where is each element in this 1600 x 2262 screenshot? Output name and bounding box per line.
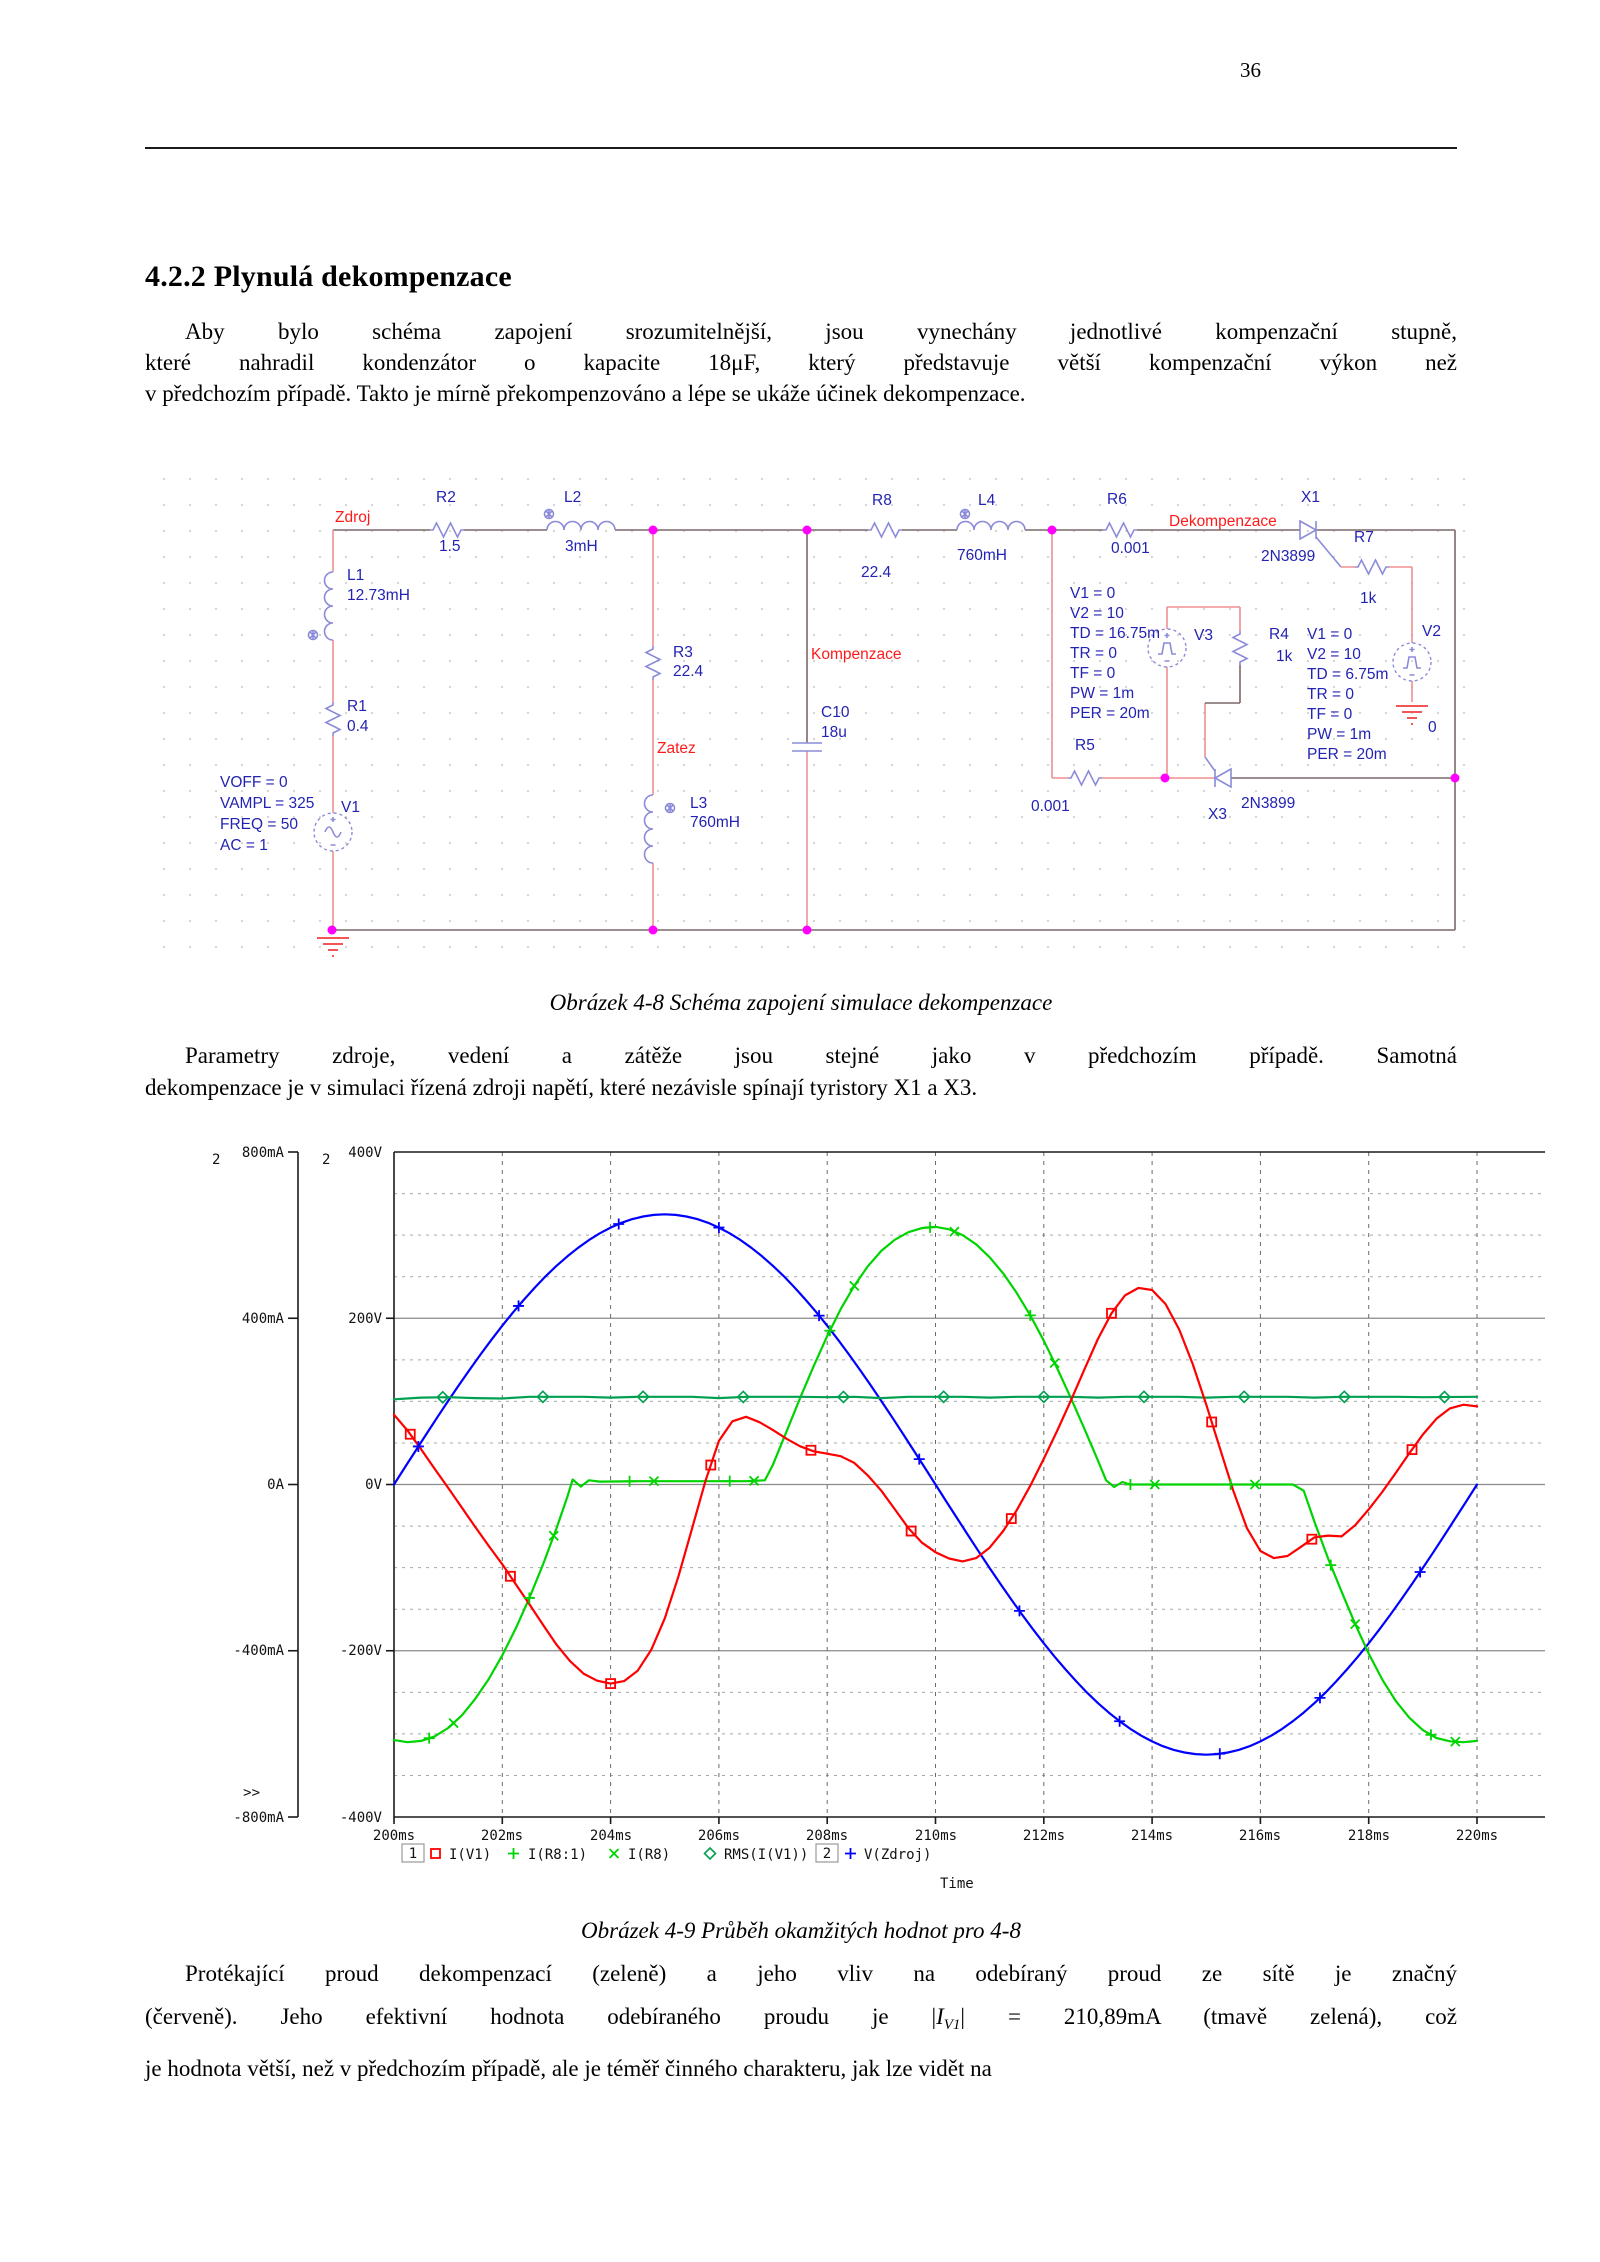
legend-plus-icon	[845, 1848, 856, 1859]
chart-frame	[288, 1152, 1545, 1824]
r2-name: R2	[436, 489, 456, 506]
y2-tick: 200V	[348, 1311, 382, 1327]
inductor-dot-icon	[961, 510, 970, 519]
ground-label: 0	[1428, 719, 1437, 736]
v2-param: V1 = 0	[1307, 626, 1353, 643]
v2-param: PW = 1m	[1307, 726, 1372, 743]
y2-tick: -200V	[339, 1643, 382, 1659]
r8-name: R8	[872, 492, 892, 509]
resistor-r8	[868, 523, 902, 537]
y1-tick: -400mA	[233, 1643, 284, 1659]
header-rule	[145, 147, 1457, 149]
r4-name: R4	[1269, 626, 1289, 643]
paragraph-line	[145, 1995, 1457, 2047]
x-tick: 212ms	[1022, 1828, 1066, 1844]
r3-name: R3	[673, 644, 693, 661]
v3-param: PW = 1m	[1070, 685, 1135, 702]
inductor-l3	[645, 795, 654, 863]
net-label-dekompenzace: Dekompenzace	[1169, 513, 1277, 530]
v3-param: V2 = 10	[1070, 605, 1124, 622]
v2-param: TR = 0	[1307, 686, 1354, 703]
text-run: | = 210,89mA (tmavě zelená), což	[960, 2004, 1458, 2029]
c10-name: C10	[821, 704, 850, 721]
x-tick: 206ms	[697, 1828, 741, 1844]
v1-param: FREQ = 50	[220, 816, 298, 833]
paragraph-line: v předchozím případě. Takto je mírně překompenzováno a lépe se ukáže účinek dekompenzace.	[145, 381, 1026, 406]
chart-svg	[140, 1140, 1560, 1912]
v3-param: V1 = 0	[1070, 585, 1116, 602]
legend-axis-group: 1	[408, 1846, 418, 1862]
v1-param: VAMPL = 325	[220, 795, 315, 812]
y1-tick: -800mA	[233, 1810, 284, 1826]
x3-model: 2N3899	[1241, 795, 1296, 812]
r2-value: 1.5	[439, 538, 461, 555]
resistor-r6	[1103, 523, 1137, 537]
waveform-plot	[140, 1140, 1560, 1912]
math-subscript: V1	[943, 2017, 961, 2033]
v2-name: V2	[1422, 623, 1441, 640]
legend-axis-group: 2	[822, 1846, 832, 1862]
x-tick: 210ms	[914, 1828, 958, 1844]
x-tick: 208ms	[805, 1828, 849, 1844]
text-run: (červeně). Jeho efektivní hodnota odebíraného proudu je |	[145, 2004, 937, 2029]
x-tick: 216ms	[1238, 1828, 1282, 1844]
axis-number-current: 2	[212, 1152, 221, 1168]
r6-name: R6	[1107, 491, 1127, 508]
v3-param: TD = 16.75m	[1070, 625, 1161, 642]
x-tick: 204ms	[589, 1828, 633, 1844]
y1-tick: 800mA	[241, 1145, 284, 1161]
y2-tick: -400V	[339, 1810, 382, 1826]
axis-number-voltage: 2	[322, 1152, 331, 1168]
thyristor-x1	[1300, 521, 1316, 539]
figure-caption-4-9: Obrázek 4-9 Průběh okamžitých hodnot pro 4-8	[581, 1918, 1021, 1943]
inductor-dot-icon	[666, 804, 675, 813]
r6-value: 0.001	[1111, 540, 1150, 557]
x-tick: 202ms	[480, 1828, 524, 1844]
schematic-figure	[145, 460, 1465, 972]
x1-name: X1	[1301, 489, 1320, 506]
schematic-wires	[332, 530, 1455, 930]
thyristor-x3	[1215, 769, 1231, 787]
x-tick: 220ms	[1455, 1828, 1499, 1844]
l1-value: 12.73mH	[347, 587, 410, 604]
paragraph-line: které nahradil kondenzátor o kapacite 18μF, který představuje větší kompenzační výkon než	[145, 350, 1457, 375]
y1-tick: 0A	[267, 1477, 284, 1493]
math-variable: I	[936, 2004, 944, 2029]
paragraph-1	[145, 316, 1457, 409]
legend-diamond-icon	[705, 1848, 716, 1859]
paragraph-line: Parametry zdroje, vedení a zátěže jsou stejné jako v předchozím případě. Samotná	[185, 1043, 1457, 1068]
l3-value: 760mH	[690, 814, 740, 831]
legend-label: RMS(I(V1))	[724, 1847, 809, 1863]
l2-name: L2	[564, 489, 582, 506]
r1-value: 0.4	[347, 718, 369, 735]
paragraph-line: dekompenzace je v simulaci řízená zdroji napětí, které nezávisle spínají tyristory X1 a X3.	[145, 1075, 978, 1100]
inductor-l1	[325, 572, 334, 640]
r4-value: 1k	[1276, 648, 1293, 665]
net-label-kompenzace: Kompenzace	[811, 646, 902, 663]
x-tick: 218ms	[1347, 1828, 1391, 1844]
resistor-r7	[1355, 560, 1389, 574]
scroll-indicator: >>	[243, 1785, 260, 1801]
inductor-l4	[957, 522, 1025, 531]
v1-name: V1	[341, 799, 360, 816]
l3-name: L3	[690, 795, 708, 812]
v2-param: V2 = 10	[1307, 646, 1361, 663]
r1-name: R1	[347, 698, 367, 715]
paragraph-line: je hodnota větší, než v předchozím případě, ale je téměř činného charakteru, jak lze vidět na	[145, 2056, 992, 2081]
l4-name: L4	[978, 492, 996, 509]
legend-square-icon	[431, 1849, 440, 1858]
figure-caption-4-8: Obrázek 4-8 Schéma zapojení simulace dekompenzace	[549, 990, 1053, 1015]
schematic-svg	[145, 460, 1465, 972]
x-tick: 214ms	[1130, 1828, 1174, 1844]
r5-value: 0.001	[1031, 798, 1070, 815]
legend-x-icon	[610, 1849, 619, 1858]
resistor-r1	[326, 702, 340, 736]
inductor-dot-icon	[545, 510, 554, 519]
v1-param: VOFF = 0	[220, 774, 288, 791]
l1-name: L1	[347, 567, 365, 584]
y1-tick: 400mA	[241, 1311, 284, 1327]
r8-value: 22.4	[861, 564, 892, 581]
x3-name: X3	[1208, 806, 1227, 823]
v2-param: TF = 0	[1307, 706, 1353, 723]
v1-param: AC = 1	[220, 837, 268, 854]
x-tick: 200ms	[372, 1828, 416, 1844]
l4-value: 760mH	[957, 547, 1007, 564]
page-number: 36	[1240, 58, 1261, 82]
legend-label: V(Zdroj)	[864, 1847, 932, 1863]
r7-name: R7	[1354, 529, 1374, 546]
resistor-r3	[646, 646, 660, 680]
source-v2	[1393, 643, 1431, 681]
inductor-l2	[547, 522, 615, 531]
chart-legend	[402, 1844, 931, 1863]
r3-value: 22.4	[673, 663, 704, 680]
resistor-r5	[1068, 771, 1102, 785]
legend-label: I(R8:1)	[528, 1847, 588, 1863]
v3-param: TF = 0	[1070, 665, 1116, 682]
capacitor-c10	[792, 743, 822, 751]
legend-plus-icon	[508, 1848, 519, 1859]
x-axis-title: Time	[940, 1876, 974, 1892]
net-label-zatez: Zatez	[657, 740, 696, 757]
y2-tick: 0V	[365, 1477, 382, 1493]
paragraph-line: Aby bylo schéma zapojení srozumitelnější, jsou vynechány jednotlivé kompenzační stupně,	[185, 319, 1457, 344]
v3-name: V3	[1194, 627, 1213, 644]
junction-dots	[328, 526, 1460, 935]
inductor-dot-icon	[309, 631, 318, 640]
paragraph-3	[145, 1952, 1457, 2090]
paragraph-2	[145, 1040, 1457, 1104]
source-v1	[314, 813, 352, 851]
legend-label: I(V1)	[449, 1847, 492, 1863]
ground-symbol	[1396, 706, 1428, 724]
v2-param: TD = 6.75m	[1307, 666, 1389, 683]
v3-param: PER = 20m	[1070, 705, 1150, 722]
resistor-r4	[1233, 631, 1247, 665]
y2-tick: 400V	[348, 1145, 382, 1161]
paragraph-line: Protékající proud dekompenzací (zeleně) a jeho vliv na odebíraný proud ze sítě je značný	[185, 1961, 1457, 1986]
net-label-zdroj: Zdroj	[335, 509, 371, 526]
l2-value: 3mH	[565, 538, 598, 555]
c10-value: 18u	[821, 724, 847, 741]
v2-param: PER = 20m	[1307, 746, 1387, 763]
schematic-labels	[220, 489, 1441, 854]
resistor-r2	[430, 523, 464, 537]
ground-symbol	[317, 938, 349, 956]
r7-value: 1k	[1360, 590, 1377, 607]
r5-name: R5	[1075, 737, 1095, 754]
section-heading: 4.2.2 Plynulá dekompenzace	[145, 260, 512, 293]
legend-label: I(R8)	[628, 1847, 671, 1863]
v3-param: TR = 0	[1070, 645, 1117, 662]
x1-model: 2N3899	[1261, 548, 1316, 565]
